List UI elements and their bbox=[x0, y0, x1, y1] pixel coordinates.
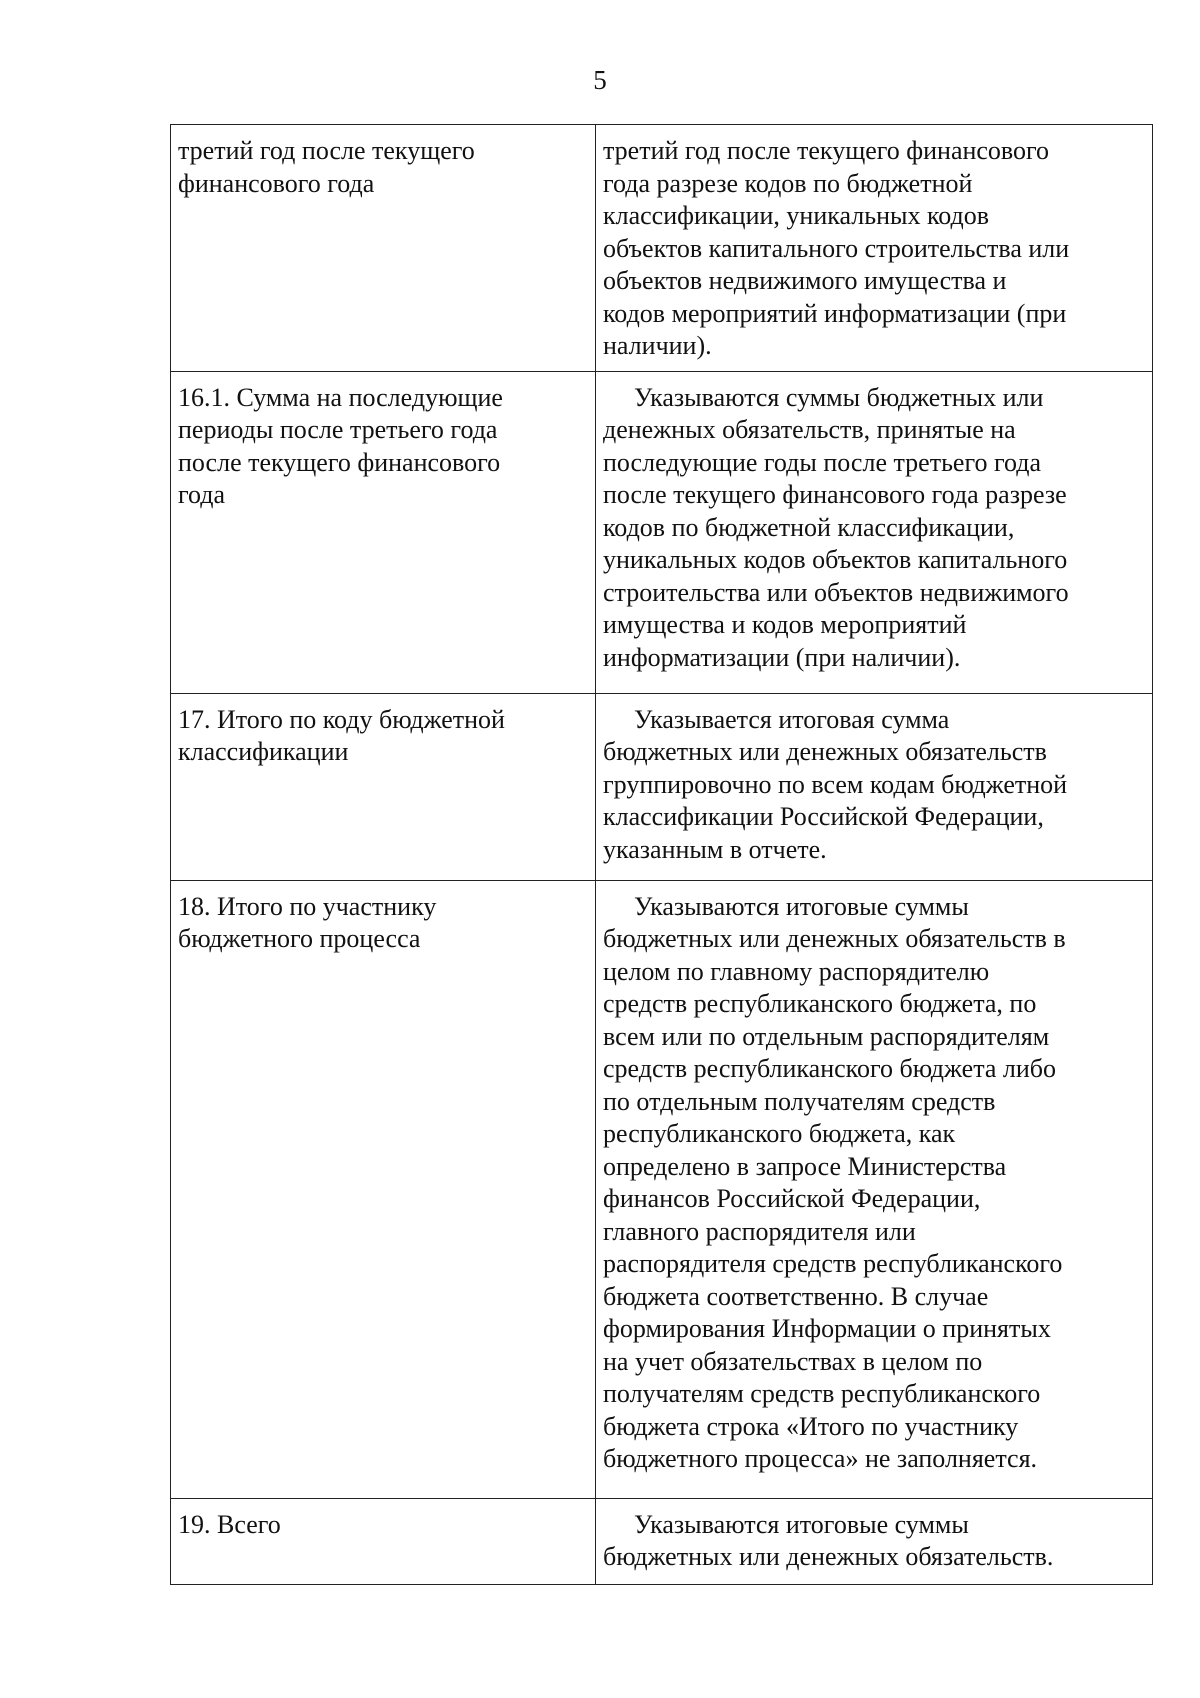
row-description: Указываются итоговые суммы бюджетных или денежных обязательств. bbox=[603, 1509, 1054, 1571]
row-label-cell bbox=[171, 125, 596, 372]
table-row bbox=[171, 371, 1153, 693]
row-description: Указываются суммы бюджетных или денежных обязательств, принятые на последующие годы после третьего года после текущего финансового года разрезе кодов по бюджетной классификации, уникальных кодов объектов капитального строительства или объектов недвижимого имущества и кодов мероприятий информатизации (при наличии). bbox=[603, 382, 1069, 672]
row-description-cell bbox=[596, 880, 1153, 1498]
row-description-cell bbox=[596, 125, 1153, 372]
table-row bbox=[171, 693, 1153, 880]
definitions-table bbox=[170, 124, 1153, 1585]
row-label: 16.1. Сумма на последующие периоды после третьего года после текущего финансового года bbox=[178, 382, 503, 509]
row-description: Указываются итоговые суммы бюджетных или денежных обязательств в целом по главному распорядителю средств республиканского бюджета, по всем или по отдельным распорядителям средств республиканского бюджета либо по отдельным получателям средств республиканского бюджета, как определено в запросе Министерства финансов Российской Федерации, главного распорядителя или распорядителя средств республиканского бюджета соответственно. В случае формирования Информации о принятых на учет обязательствах в целом по получателям средств республиканского бюджета строка «Итого по участнику бюджетного процесса» не заполняется. bbox=[603, 891, 1066, 1473]
table-row bbox=[171, 880, 1153, 1498]
row-label-cell bbox=[171, 880, 596, 1498]
row-description-cell bbox=[596, 1498, 1153, 1584]
row-label: третий год после текущего финансового года bbox=[178, 136, 475, 198]
row-description-cell bbox=[596, 693, 1153, 880]
row-label: 19. Всего bbox=[178, 1509, 281, 1539]
table-row bbox=[171, 125, 1153, 372]
page-number: 5 bbox=[593, 65, 607, 95]
row-description-cell bbox=[596, 371, 1153, 693]
row-label: 18. Итого по участнику бюджетного процесса bbox=[178, 891, 437, 953]
row-description: третий год после текущего финансового года разрезе кодов по бюджетной классификации, уникальных кодов объектов капитального строительства или объектов недвижимого имущества и кодов мероприятий информатизации (при наличии). bbox=[603, 136, 1070, 360]
row-description: Указывается итоговая сумма бюджетных или денежных обязательств группировочно по всем кодам бюджетной классификации Российской Федерации, указанным в отчете. bbox=[603, 704, 1068, 864]
row-label: 17. Итого по коду бюджетной классификации bbox=[178, 704, 505, 766]
table-row bbox=[171, 1498, 1153, 1584]
row-label-cell bbox=[171, 693, 596, 880]
row-label-cell bbox=[171, 371, 596, 693]
row-label-cell bbox=[171, 1498, 596, 1584]
